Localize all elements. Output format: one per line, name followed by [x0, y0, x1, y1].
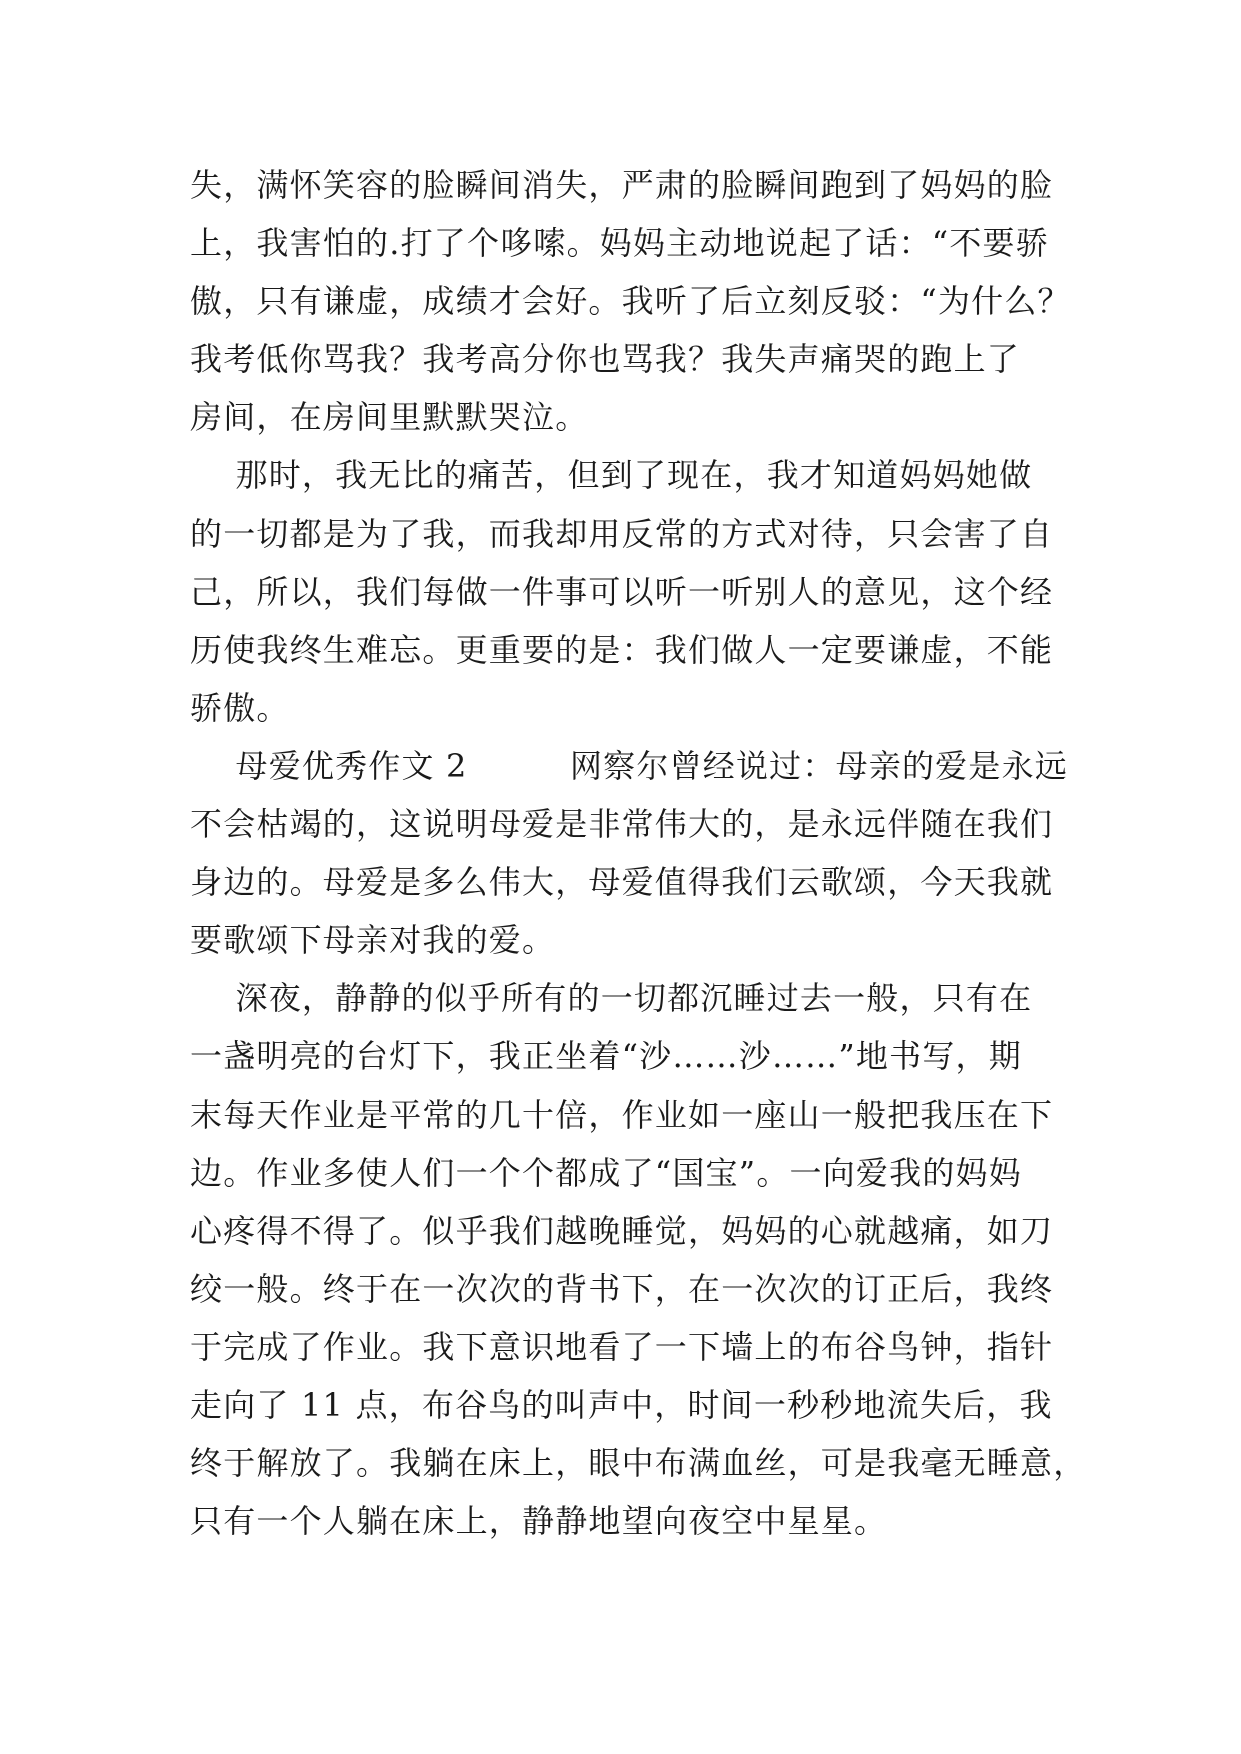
text-line: 身边的。母爱是多么伟大，母爱值得我们云歌颂，今天我就 — [190, 863, 1054, 902]
text-line: 末每天作业是平常的几十倍，作业如一座山一般把我压在下 — [190, 1095, 1054, 1134]
text-line: 于完成了作业。我下意识地看了一下墙上的布谷鸟钟，指针 — [190, 1327, 1054, 1366]
text-line: 要歌颂下母亲对我的爱。 — [190, 921, 556, 960]
text-line: 失，满怀笑容的脸瞬间消失，严肃的脸瞬间跑到了妈妈的脸 — [190, 166, 1054, 204]
text-line: 历使我终生难忘。更重要的是：我们做人一定要谦虚，不能 — [190, 630, 1054, 669]
text-line: 绞一般。终于在一次次的背书下，在一次次的订正后，我终 — [190, 1269, 1054, 1308]
text-line: 的一切都是为了我，而我却用反常的方式对待，只会害了自 — [190, 514, 1054, 553]
text-line: 边。作业多使人们一个个都成了“国宝”。一向爱我的妈妈 — [190, 1153, 1022, 1192]
text-line: 心疼得不得了。似乎我们越晚睡觉，妈妈的心就越痛，如刀 — [190, 1211, 1054, 1250]
text-line: 我考低你骂我？我考高分你也骂我？我失声痛哭的跑上了 — [190, 340, 1021, 379]
text-line: 己，所以，我们每做一件事可以听一听别人的意见，这个经 — [190, 572, 1054, 611]
text-line: 房间，在房间里默默哭泣。 — [190, 398, 589, 437]
section-heading-line: 母爱优秀作文 2 网察尔曾经说过：母亲的爱是永远 — [190, 746, 1068, 785]
text-line: 上，我害怕的.打了个哆嗦。妈妈主动地说起了话：“不要骄 — [190, 224, 1049, 263]
text-line: 那时，我无比的痛苦，但到了现在，我才知道妈妈她做 — [190, 456, 1033, 495]
text-line: 不会枯竭的，这说明母爱是非常伟大的，是永远伴随在我们 — [190, 805, 1054, 844]
text-line: 终于解放了。我躺在床上，眼中布满血丝，可是我毫无睡意， — [190, 1444, 1087, 1483]
text-line: 走向了 11 点，布谷鸟的叫声中，时间一秒秒地流失后，我 — [190, 1385, 1053, 1424]
essay-body — [190, 156, 1087, 1550]
text-line: 骄傲。 — [190, 688, 290, 727]
text-line: 只有一个人躺在床上，静静地望向夜空中星星。 — [190, 1502, 888, 1541]
text-line: 深夜，静静的似乎所有的一切都沉睡过去一般，只有在 — [190, 979, 1033, 1018]
text-line: 一盏明亮的台灯下，我正坐着“沙……沙……”地书写，期 — [190, 1037, 1022, 1076]
text-line: 傲，只有谦虚，成绩才会好。我听了后立刻反驳：“为什么？ — [190, 282, 1071, 321]
